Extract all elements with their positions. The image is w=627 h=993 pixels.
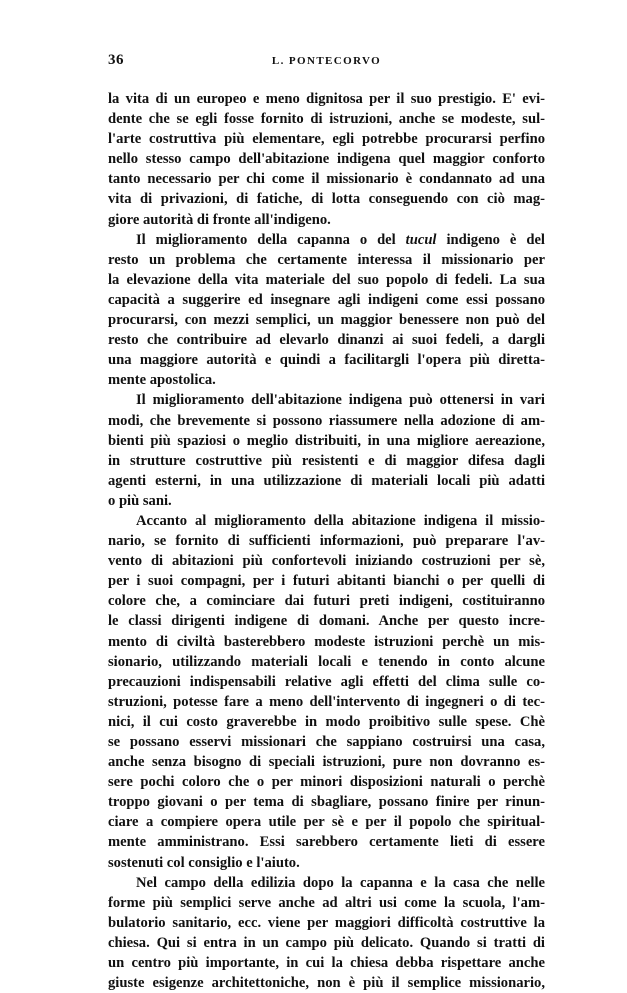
text-line: per i suoi compagni, per i futuri abitanti bianchi o per quelli di [108,573,545,590]
text-line: procurarsi, con mezzi semplici, un maggior benessere non può del [108,312,545,329]
text-line: mente apostolica. [108,372,216,389]
text-line: chiesa. Qui si entra in un campo più delicato. Quando si tratti di [108,934,545,951]
text-line: vita di privazioni, di fatiche, di lotta conseguendo con ciò mag- [108,191,545,208]
text-line: sere pochi coloro che o per minori disposizioni naturali o perchè [108,774,545,791]
text-line: una maggiore autorità e quindi a facilitargli l'opera più diretta- [108,352,545,369]
text-line: giuste esigenze architettoniche, non è più il semplice missionario, [108,975,545,992]
text-line: giore autorità di fronte all'indigeno. [108,211,331,228]
text-line: Nel campo della edilizia dopo la capanna e la casa che nelle [136,874,545,891]
text-line: struzioni, potesse fare a meno dell'intervento di ingegneri o di tec- [108,693,545,710]
text-line: un centro più importante, in cui la chiesa debba rispettare anche [108,955,545,972]
page-header [108,52,545,74]
text-line: colore che, a cominciare dai futuri preti indigeni, costituiranno [108,593,545,610]
text-line: Accanto al miglioramento della abitazione indigena il missio- [136,512,545,529]
text-line: ciare a compiere opera utile per sè e per il popolo che spiritual- [108,814,545,831]
text-line: Il miglioramento della capanna o del tucul indigeno è del [136,231,545,248]
text-line: bulatorio sanitario, ecc. viene per maggiori difficoltà costruttive la [108,914,545,931]
text-line: precauzioni indispensabili relative agli effetti del clima sulle co- [108,673,545,690]
text-line: resto che contribuire ad elevarlo dinanzi ai suoi fedeli, a dargli [108,332,545,349]
text-line: se possano esservi missionari che sappiano costruirsi una casa, [108,734,545,750]
text-line: forme più semplici serve anche ad altri usi come la scuola, l'am- [108,894,545,911]
text-line: anche senza bisogno di speciali istruzioni, pure non dovranno es- [108,754,545,771]
running-head: L. PONTECORVO [271,55,382,67]
text-line: mento di civiltà basterebbero modeste istruzioni perchè un mis- [108,633,545,650]
text-line: sionario, utilizzando materiali locali e tenendo in conto alcune [108,653,545,670]
text-line: Il miglioramento dell'abitazione indigena può ottenersi in vari [136,392,545,409]
text-line: troppo giovani o per tema di sbagliare, possano finire per rinun- [108,794,545,811]
text-line: resto un problema che certamente interessa il missionario per [108,251,545,268]
text-line: le classi dirigenti indigene di domani. Anche per questo incre- [108,613,545,630]
text-line: nici, il cui costo graverebbe in modo proibitivo sulle spese. Chè [108,713,545,730]
text-line: capacità a suggerire ed insegnare agli indigeni come essi possano [108,291,545,308]
page-number: 36 [108,52,124,68]
text-line: nello stesso campo dell'abitazione indigena quel maggior conforto [108,151,545,168]
text-line: agenti esterni, in una utilizzazione di materiali locali più adatti [108,472,545,489]
text-line: la elevazione della vita materiale del suo popolo di fedeli. La sua [108,271,545,288]
text-line: mente amministrano. Essi sarebbero certamente lieti di essere [108,834,545,851]
text-line: l'arte costruttiva più elementare, egli potrebbe procurarsi perfino [108,131,545,148]
text-line: bienti più spaziosi o meglio distribuiti, in una migliore aereazione, [108,432,545,449]
text-line: vento di abitazioni più confortevoli iniziando costruzioni per sè, [108,553,545,570]
text-line: sostenuti col consiglio e l'aiuto. [108,854,300,871]
text-line: nario, se fornito di sufficienti informazioni, può preparare l'av- [108,533,545,550]
text-line: dente che se egli fosse fornito di istruzioni, anche se modeste, sul- [108,111,545,128]
text-line: modi, che brevemente si possono riassumere nella adozione di am- [108,412,545,429]
text-line: in strutture costruttive più resistenti e di maggior difesa dagli [108,452,545,469]
text-line: o più sani. [108,492,172,509]
text-line: la vita di un europeo e meno dignitosa per il suo prestigio. E' evi- [108,91,545,107]
body-text [108,89,545,993]
text-line: tanto necessario per chi come il missionario è condannato ad una [108,171,545,188]
